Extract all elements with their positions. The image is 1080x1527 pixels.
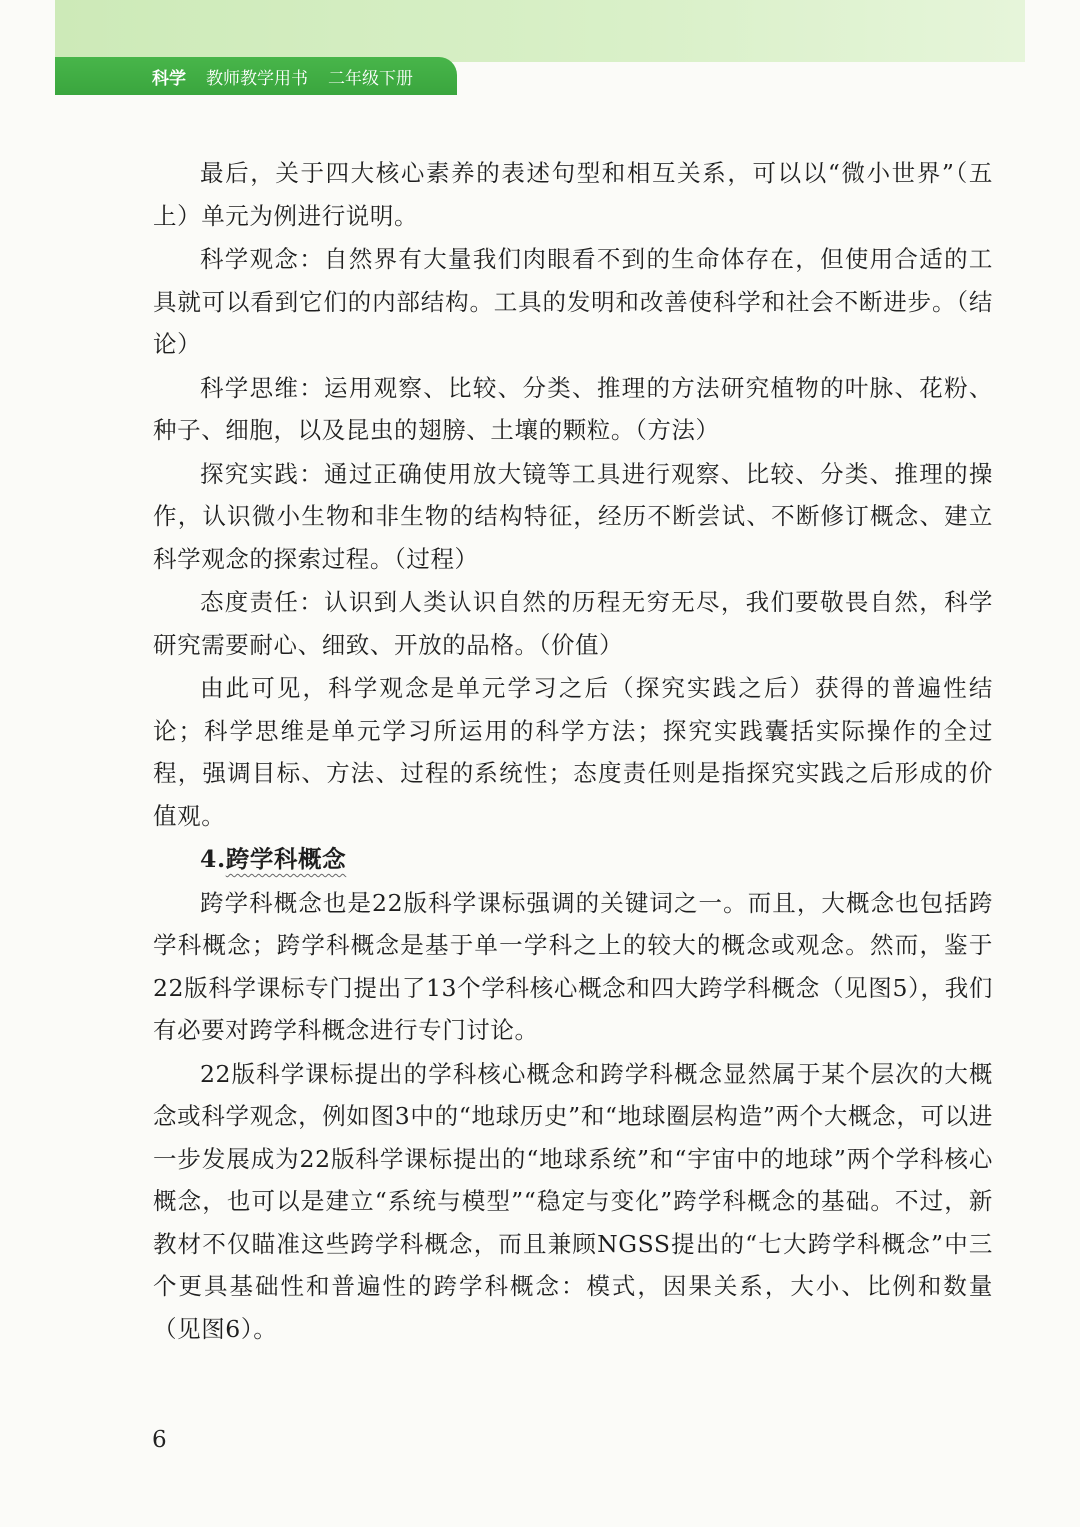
paragraph-science-concept: 科学观念：自然界有大量我们肉眼看不到的生命体存在，但使用合适的工具就可以看到它们的内部结构。工具的发明和改善使科学和社会不断进步。（结论）	[153, 245, 993, 358]
paragraph-crosscutting-2: 22版科学课标提出的学科核心概念和跨学科概念显然属于某个层次的大概念或科学观念，例如图3中的“地球历史”和“地球圈层构造”两个大概念，可以进一步发展成为22版科学课标提出的“地球系统”和“宇宙中的地球”两个学科核心概念，也可以是建立“系统与模型”“稳定与变化”跨学科概念的基础。不过，新教材不仅瞄准这些跨学科概念，而且兼顾NGSS提出的“七大跨学科概念”中三个更具基础性和普遍性的跨学科概念：模式，因果关系，大小、比例和数量（见图6）。	[153, 1059, 993, 1343]
body-text	[153, 152, 993, 1351]
paragraph-summary: 由此可见，科学观念是单元学习之后（探究实践之后）获得的普遍性结论；科学思维是单元学习所运用的科学方法；探究实践囊括实际操作的全过程，强调目标、方法、过程的系统性；态度责任则是指探究实践之后形成的价值观。	[153, 674, 993, 830]
section-heading	[153, 838, 993, 881]
page-number: 6	[152, 1427, 167, 1453]
paragraph-crosscutting-1: 跨学科概念也是22版科学课标强调的关键词之一。而且，大概念也包括跨学科概念；跨学科概念是基于单一学科之上的较大的概念或观念。然而，鉴于22版科学课标专门提出了13个学科核心概念和四大跨学科概念（见图5），我们有必要对跨学科概念进行专门讨论。	[153, 888, 993, 1044]
section-title: 跨学科概念	[225, 845, 347, 873]
header-book-title: 教师教学用书	[206, 68, 308, 89]
running-header	[55, 57, 457, 95]
paragraph-science-thinking: 科学思维：运用观察、比较、分类、推理的方法研究植物的叶脉、花粉、种子、细胞，以及昆虫的翅膀、土壤的颗粒。（方法）	[153, 373, 993, 444]
paragraph-intro: 最后，关于四大核心素养的表述句型和相互关系，可以以“微小世界”（五上）单元为例进行说明。	[153, 159, 993, 230]
paragraph-inquiry-practice: 探究实践：通过正确使用放大镜等工具进行观察、比较、分类、推理的操作，认识微小生物和非生物的结构特征，经历不断尝试、不断修订概念、建立科学观念的探索过程。（过程）	[153, 459, 993, 573]
header-subject: 科学	[152, 68, 186, 89]
header-grade: 二年级下册	[328, 68, 413, 89]
paragraph-attitude-responsibility: 态度责任：认识到人类认识自然的历程无穷无尽，我们要敬畏自然，科学研究需要耐心、细致、开放的品格。（价值）	[153, 588, 993, 659]
section-number: 4.	[200, 845, 226, 873]
header-band	[55, 0, 1025, 62]
